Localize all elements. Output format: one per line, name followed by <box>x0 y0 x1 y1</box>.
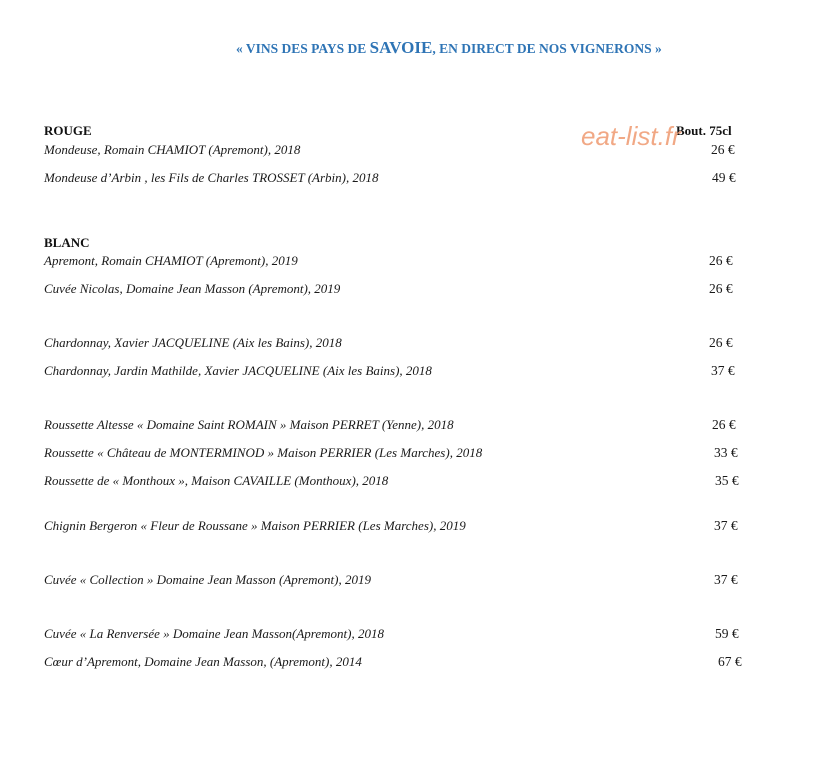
wine-name: Chignin Bergeron « Fleur de Roussane » Maison PERRIER (Les Marches), 2019 <box>44 518 466 533</box>
wine-price: 33 € <box>714 445 738 460</box>
wine-row <box>44 253 764 271</box>
wine-row <box>44 518 764 536</box>
title-prefix: « VINS DES PAYS DE <box>236 41 370 56</box>
wine-price: 26 € <box>711 142 735 157</box>
wine-row <box>44 572 764 590</box>
wine-name: Mondeuse d’Arbin , les Fils de Charles TROSSET (Arbin), 2018 <box>44 170 379 185</box>
section-header-blanc: BLANC <box>44 235 90 250</box>
wine-row <box>44 335 764 353</box>
wine-name: Roussette de « Monthoux », Maison CAVAILLE (Monthoux), 2018 <box>44 473 389 488</box>
wine-price: 37 € <box>711 363 735 378</box>
wine-name: Roussette « Château de MONTERMINOD » Maison PERRIER (Les Marches), 2018 <box>44 445 483 460</box>
section-header-rouge: ROUGE <box>44 123 92 138</box>
wine-name: Apremont, Romain CHAMIOT (Apremont), 2019 <box>44 253 298 268</box>
title-suffix: , EN DIRECT DE NOS VIGNERONS » <box>432 41 662 56</box>
wine-row <box>44 281 764 299</box>
wine-price: 26 € <box>709 281 733 296</box>
wine-row <box>44 473 764 491</box>
wine-price: 59 € <box>715 626 739 641</box>
wine-price: 26 € <box>709 335 733 350</box>
wine-row <box>44 626 764 644</box>
wine-name: Cuvée « Collection » Domaine Jean Masson (Apremont), 2019 <box>44 572 371 587</box>
wine-row <box>44 417 764 435</box>
wine-name: Cuvée Nicolas, Domaine Jean Masson (Apremont), 2019 <box>44 281 341 296</box>
wine-price: 49 € <box>712 170 736 185</box>
price-column-header: Bout. 75cl <box>676 123 732 138</box>
wine-name: Roussette Altesse « Domaine Saint ROMAIN » Maison PERRET (Yenne), 2018 <box>44 417 454 432</box>
wine-row <box>44 363 764 381</box>
wine-name: Cœur d’Apremont, Domaine Jean Masson, (Apremont), 2014 <box>44 654 362 669</box>
wine-price: 67 € <box>718 654 742 669</box>
title-highlight: SAVOIE <box>369 38 433 57</box>
wine-price: 35 € <box>715 473 739 488</box>
wine-price: 37 € <box>714 572 738 587</box>
wine-name: Mondeuse, Romain CHAMIOT (Apremont), 2018 <box>44 142 301 157</box>
wine-row <box>44 654 764 672</box>
wine-name: Chardonnay, Jardin Mathilde, Xavier JACQUELINE (Aix les Bains), 2018 <box>44 363 432 378</box>
wine-price: 26 € <box>712 417 736 432</box>
wine-name: Cuvée « La Renversée » Domaine Jean Masson(Apremont), 2018 <box>44 626 384 641</box>
wine-price: 26 € <box>709 253 733 268</box>
wine-row <box>44 142 764 160</box>
wine-row <box>44 170 764 188</box>
wine-row <box>44 445 764 463</box>
wine-price: 37 € <box>714 518 738 533</box>
page-title <box>236 38 662 58</box>
wine-name: Chardonnay, Xavier JACQUELINE (Aix les Bains), 2018 <box>44 335 342 350</box>
watermark: eat-list.fr <box>581 121 681 151</box>
